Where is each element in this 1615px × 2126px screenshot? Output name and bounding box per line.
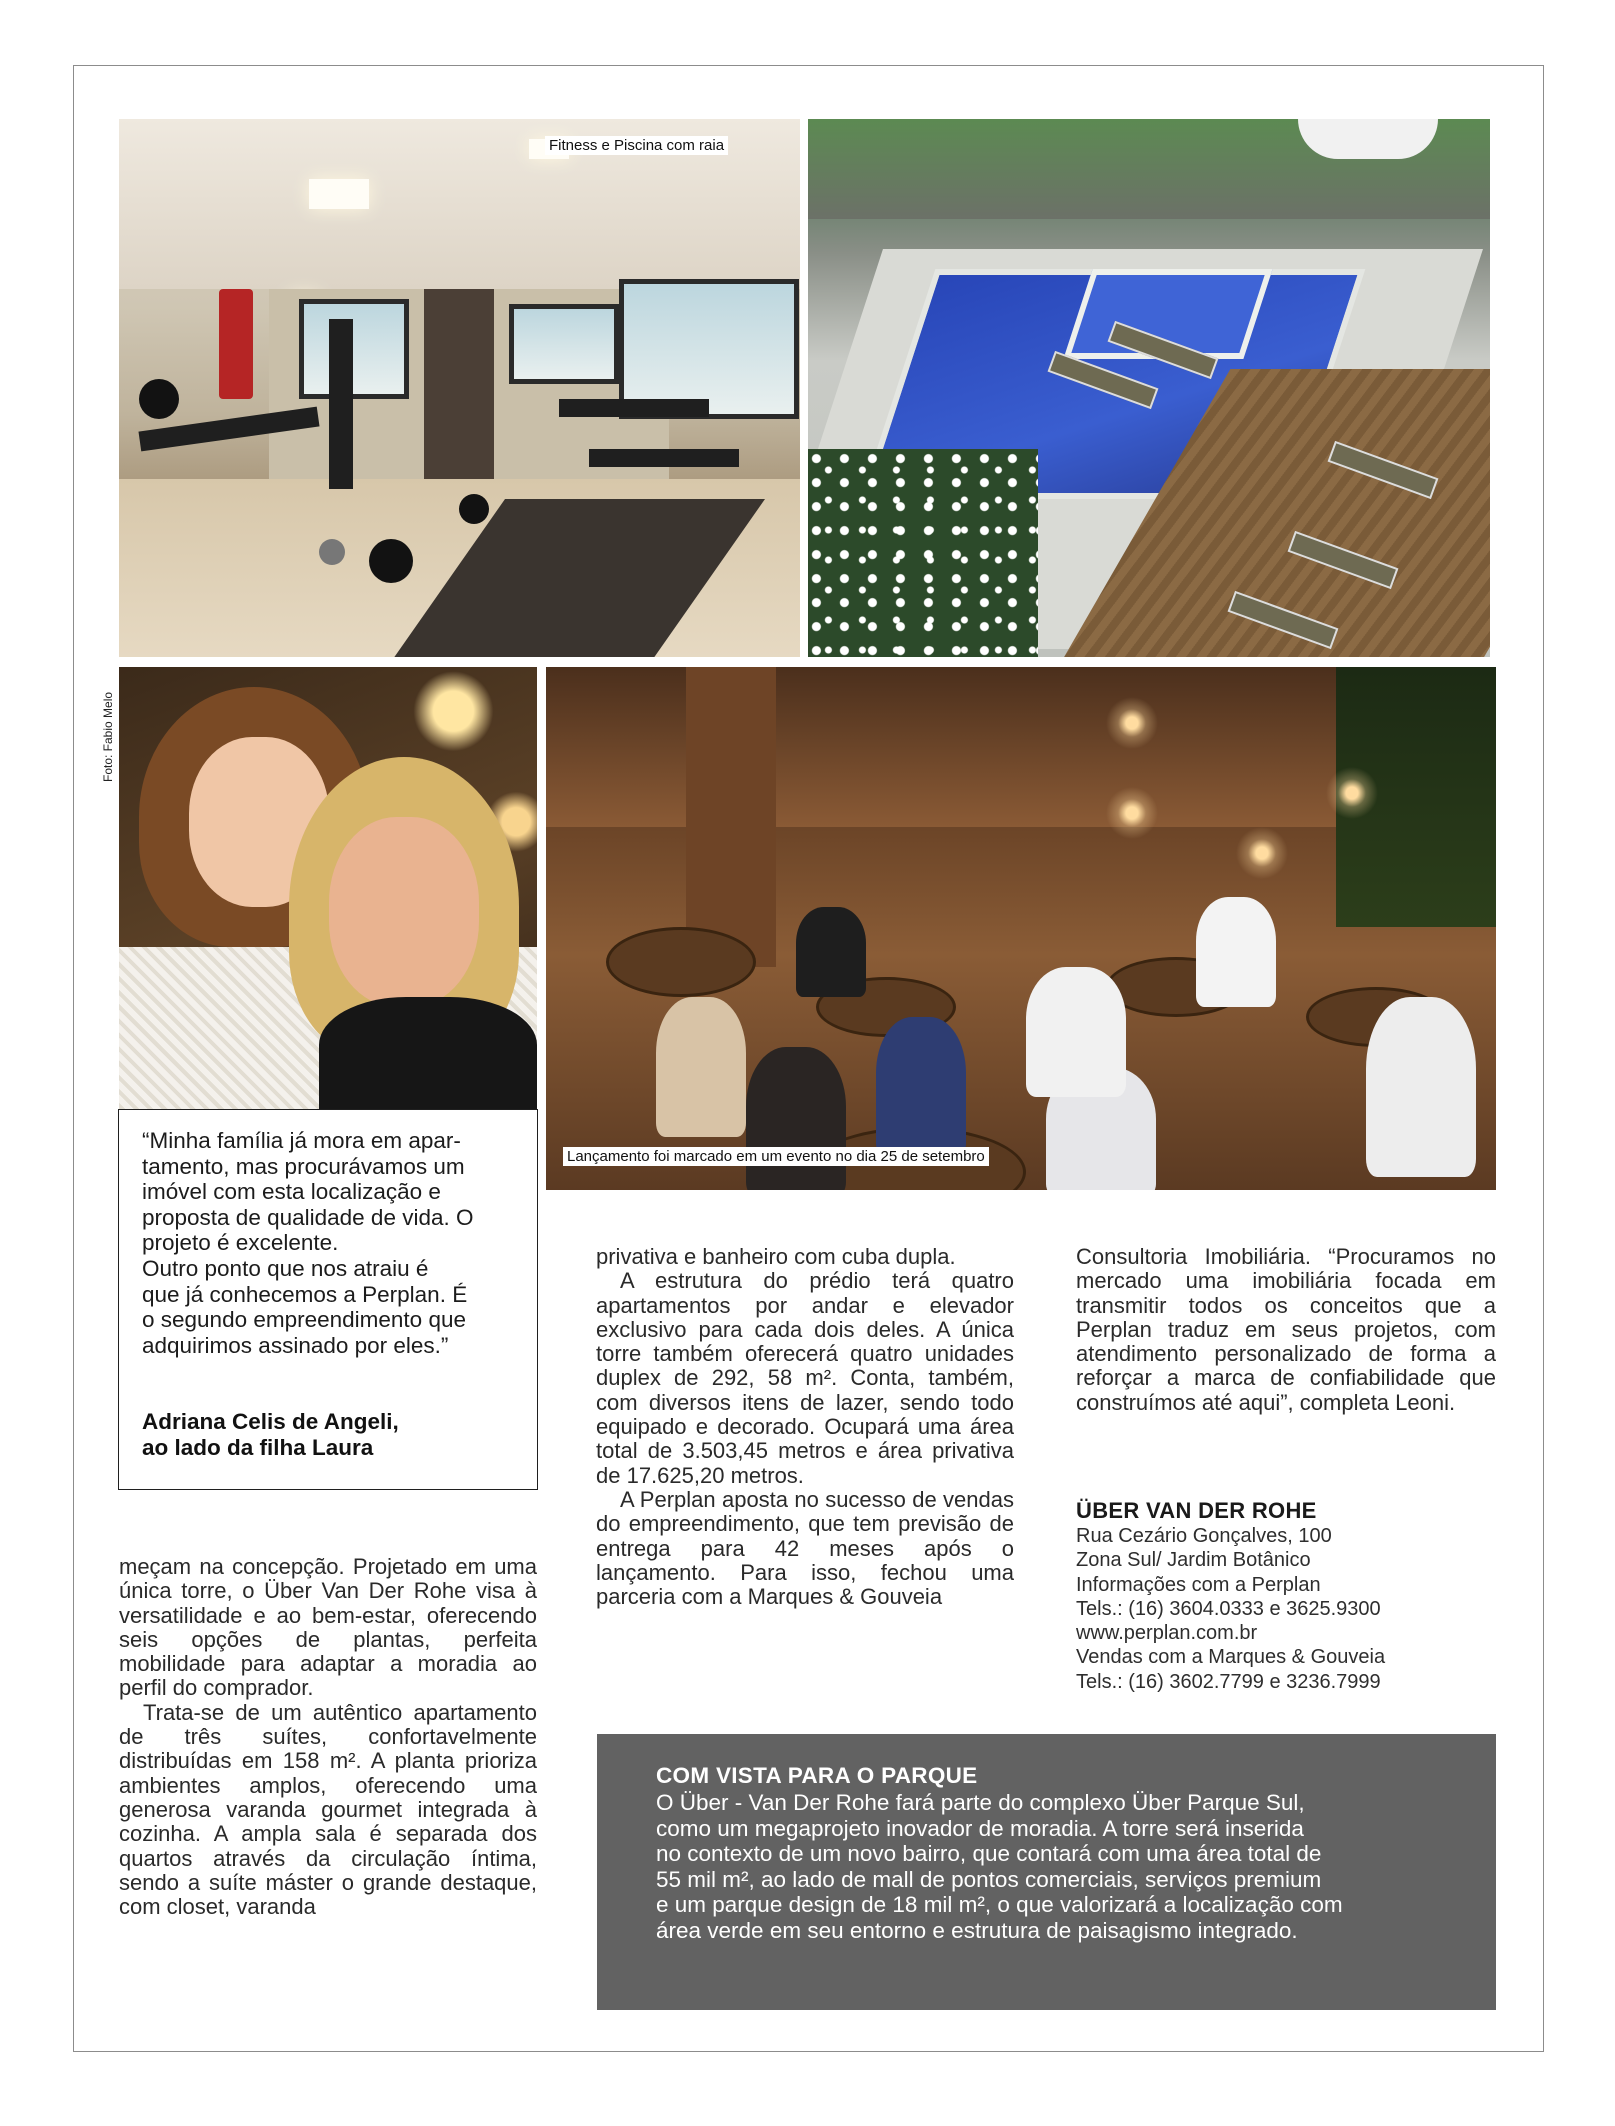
sidebar-text: O Über - Van Der Rohe fará parte do complexo Über Parque Sul, como um megaprojeto inovador de moradia. A torre será inserida no contexto de um novo bairro, que contará com uma área total de 55 mil m², ao lado de mall de pontos comerciais, serviços premium e um parque design de 18 mil m², o que valorizará a localização com área verde em seu entorno e estrutura de paisagismo integrado. bbox=[656, 1790, 1343, 1943]
restaurant-caption: Lançamento foi marcado em um evento no dia 25 de setembro bbox=[563, 1147, 989, 1166]
article-column-1 bbox=[119, 1555, 537, 1919]
contact-info: Rua Cezário Gonçalves, 100 Zona Sul/ Jardim Botânico Informações com a Perplan Tels.: (16) 3604.0333 e 3625.9300 www.perplan.com.br Vendas com a Marques & Gouveia Tels.: (16) 3602.7799 e 3236.7999 bbox=[1076, 1524, 1496, 1694]
article-column-2 bbox=[596, 1245, 1014, 1609]
photo-credit: Foto: Fabio Melo bbox=[101, 691, 115, 782]
portrait-photo bbox=[119, 667, 537, 1109]
gym-photo bbox=[119, 119, 800, 657]
paragraph: privativa e banheiro com cuba dupla. bbox=[596, 1244, 956, 1269]
paragraph: A estrutura do prédio terá quatro apartamentos por andar e elevador exclusivo para cada dois deles. A única torre também oferecerá quatro unidades duplex de 292, 58 m². Conta, também, com diversos itens de lazer, sendo todo equipado e decorado. Ocupará uma área total de 3.503,45 metros e área privativa de 17.625,20 metros. bbox=[596, 1268, 1014, 1488]
contact-title: ÜBER VAN DER ROHE bbox=[1076, 1498, 1317, 1523]
pool-photo bbox=[808, 119, 1490, 657]
paragraph: Trata-se de um autêntico apartamento de três suítes, confortavelmente distribuídas em 158 m². A planta prioriza ambientes amplos, oferecendo uma generosa varanda gourmet integrada à cozinha. A ampla sala é separada dos quartos através da circulação íntima, sendo a suíte máster o grande destaque, com closet, varanda bbox=[119, 1699, 537, 1920]
quote-text: “Minha família já mora em apar- tamento, mas procurávamos um imóvel com esta localização e proposta de qualidade de vida. O projeto é excelente. Outro ponto que nos atraiu é que já conhecemos a Perplan. É o segundo empreendimento que adquirimos assinado por eles.” bbox=[142, 1128, 474, 1358]
quote-author: Adriana Celis de Angeli, ao lado da filha Laura bbox=[142, 1409, 399, 1460]
paragraph: meçam na concepção. Projetado em uma única torre, o Über Van Der Rohe visa à versatilidade e ao bem-estar, oferecendo seis opções de plantas, perfeita mobilidade para adaptar a moradia ao perfil do comprador. bbox=[119, 1554, 537, 1701]
paragraph: A Perplan aposta no sucesso de vendas do empreendimento, que tem previsão de entrega para 42 meses após o lançamento. Para isso, fechou uma parceria com a Marques & Gouveia bbox=[596, 1486, 1014, 1610]
sidebar-title: COM VISTA PARA O PARQUE bbox=[656, 1763, 978, 1788]
article-column-3 bbox=[1076, 1245, 1496, 1415]
website-link[interactable]: www.perplan.com.br bbox=[1076, 1622, 1258, 1645]
gym-caption: Fitness e Piscina com raia bbox=[545, 136, 728, 155]
paragraph: Consultoria Imobiliária. “Procuramos no mercado uma imobiliária focada em transmitir todos os conceitos que a Perplan traduz em seus projetos, com atendimento personalizado de forma a reforçar a marca de confiabilidade que construímos até aqui”, completa Leoni. bbox=[1076, 1244, 1496, 1415]
restaurant-photo bbox=[546, 667, 1496, 1190]
